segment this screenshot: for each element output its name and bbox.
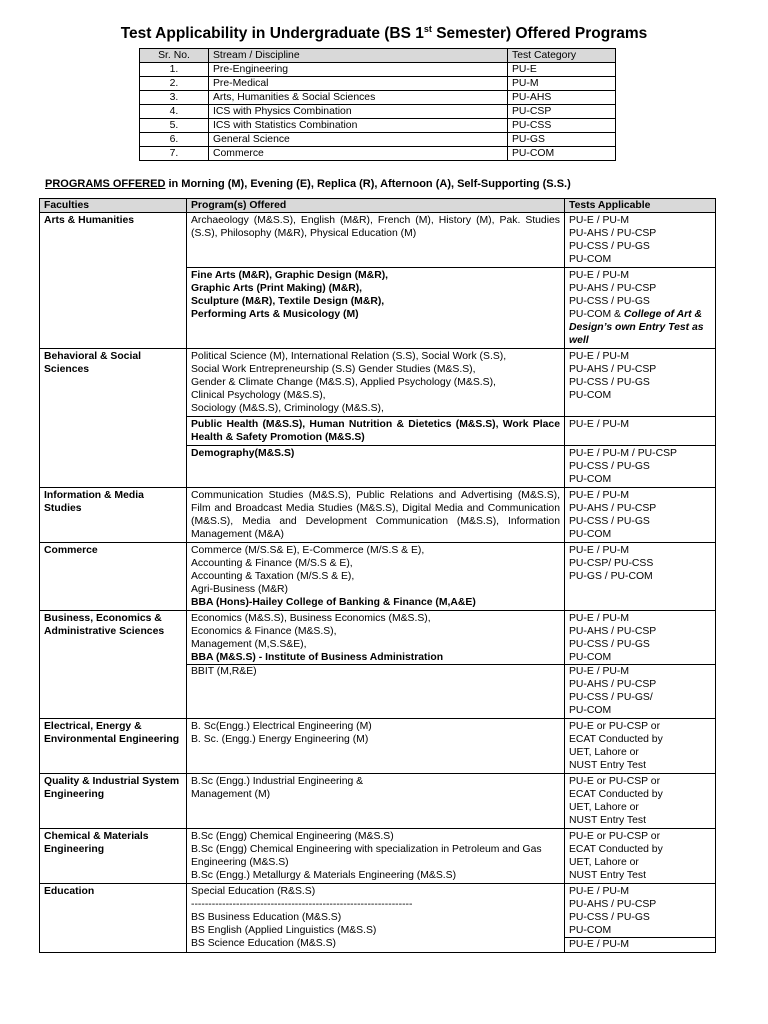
tests-line: PU-COM [569,390,612,401]
programs-cell [187,213,565,268]
programs-text: Demography(M&S.S) [191,448,295,459]
programs-line: Economics (M&S.S), Business Economics (M&S.S), [191,613,431,624]
programs-cell [187,611,565,719]
tests-cell [565,349,716,417]
tests-line: PU-E / PU-M [569,215,630,226]
tests-line: PU-E or PU-CSP or [569,776,661,787]
table-header-row [140,49,616,63]
programs-line: B. Sc. (Engg.) Energy Engineering (M) [191,734,369,745]
header-faculties: Faculties [40,199,187,213]
tests-cell [565,446,716,488]
table-row [140,147,616,161]
tests-line [569,308,711,347]
tests-line: PU-COM [569,705,612,716]
tests-line: PU-CSS / PU-GS [569,296,650,307]
title-rest: Semester) Offered Programs [431,25,648,43]
sr-no-cell: 2. [140,77,209,91]
tests-line: NUST Entry Test [569,815,646,826]
stream-cell: Commerce [209,147,508,161]
programs-line: ---------------------------------------------------------------- [191,899,413,910]
programs-table [39,198,716,953]
programs-cell [187,774,565,829]
title-main: Test Applicability in Undergraduate (BS 1 [120,25,424,43]
table-row [40,774,716,829]
tests-line: PU-COM [569,474,612,485]
programs-bold-line: BBA (M&S.S) - Institute of Business Administration [191,652,444,663]
programs-line: BBIT (M,R&E) [191,666,257,677]
table-row [40,719,716,774]
tests-line: PU-E / PU-M / PU-CSP [569,448,677,459]
tests-line: NUST Entry Test [569,760,646,771]
programs-cell [187,543,565,611]
table-row [140,119,616,133]
tests-line: PU-CSS / PU-GS [569,377,650,388]
test-category-cell: PU-M [508,77,616,91]
tests-cell [565,611,716,719]
tests-line: PU-E / PU-M [569,886,630,897]
stream-cell: General Science [209,133,508,147]
programs-line: BS English (Applied Linguistics (M&S.S) [191,925,377,936]
tests-line: PU-E / PU-M [569,545,630,556]
tests-line: PU-CSP/ PU-CSS [569,558,654,569]
tests-line: ECAT Conducted by [569,734,663,745]
faculty-cell: Education [40,884,187,953]
table-header-row [40,199,716,213]
sr-no-cell: 1. [140,63,209,77]
sr-no-cell: 4. [140,105,209,119]
programs-line: B.Sc (Engg.) Metallurgy & Materials Engineering (M&S.S) [191,870,457,881]
table-row [140,63,616,77]
table-row [40,349,716,417]
programs-line: Political Science (M), International Relation (S.S), Social Work (S.S), [191,351,507,362]
programs-line: Commerce (M/S.S& E), E-Commerce (M/S.S & E), [191,545,425,556]
tests-line: PU-COM [569,652,612,663]
tests-line: PU-E / PU-M [569,613,630,624]
programs-line: Accounting & Taxation (M/S.S & E), [191,571,355,582]
tests-line: PU-AHS / PU-CSP [569,503,657,514]
programs-line: BS Science Education (M&S.S) [191,938,336,949]
stream-cell: Pre-Medical [209,77,508,91]
tests-line: PU-E / PU-M [569,270,630,281]
programs-line: Special Education (R&S.S) [191,886,316,897]
faculty-cell: Information & Media Studies [40,488,187,543]
table-row [40,829,716,884]
tests-line: PU-AHS / PU-CSP [569,626,657,637]
programs-cell [187,829,565,884]
header-stream: Stream / Discipline [209,49,508,63]
stream-cell: Arts, Humanities & Social Sciences [209,91,508,105]
faculty-cell: Business, Economics & Administrative Sciences [40,611,187,719]
header-tests: Tests Applicable [565,199,716,213]
tests-cell [565,268,716,349]
header-programs: Program(s) Offered [187,199,565,213]
tests-line: PU-COM [569,254,612,265]
table-row [40,488,716,543]
programs-line: B.Sc (Engg) Chemical Engineering with specialization in Petroleum and Gas Engineering (M&S.S) [191,844,542,868]
tests-line: PU-AHS / PU-CSP [569,228,657,239]
programs-cell [187,349,565,417]
programs-line: B.Sc (Engg.) Industrial Engineering & [191,776,364,787]
table-row [140,91,616,105]
programs-line: Performing Arts & Musicology (M) [191,309,359,320]
test-category-cell: PU-E [508,63,616,77]
tests-line: PU-CSS / PU-GS [569,912,650,923]
programs-text: Communication Studies (M&S.S), Public Relations and Advertising (M&S.S), Film and Broadcast Media Studies (M&S.S), Digital Media and Communication (M&S.S), Media and Development Communication (M&S.S), Information Management (M&A) [191,490,560,540]
title-sup: st [423,24,432,34]
tests-tail-bold: College of Art & Design’s own Entry Test as well [569,309,704,346]
programs-line: Sociology (M&S.S), Criminology (M&S.S), [191,403,384,414]
tests-line: ECAT Conducted by [569,844,663,855]
tests-line: PU-E or PU-CSP or [569,721,661,732]
programs-line: Social Work Entrepreneurship (S.S) Gender Studies (M&S.S), [191,364,476,375]
programs-line: Graphic Arts (Print Making) (M&R), [191,283,363,294]
programs-cell [187,884,565,953]
tests-line: PU-COM [569,925,612,936]
tests-cell [565,884,716,953]
programs-cell [187,488,565,543]
tests-line: PU-E / PU-M [569,666,630,677]
tests-cell [565,829,716,884]
tests-line: PU-E / PU-M [569,490,630,501]
tests-cell [565,774,716,829]
page-title [0,24,768,43]
table-row [40,543,716,611]
tests-line: UET, Lahore or [569,857,639,868]
test-category-table [139,48,616,161]
header-test-category: Test Category [508,49,616,63]
test-category-cell: PU-CSP [508,105,616,119]
tests-line: PU-E or PU-CSP or [569,831,661,842]
test-category-cell: PU-AHS [508,91,616,105]
programs-heading-underlined: PROGRAMS OFFERED [45,178,166,190]
tests-line: PU-E / PU-M [569,351,630,362]
tests-line: UET, Lahore or [569,747,639,758]
table-row [40,213,716,268]
test-category-cell: PU-GS [508,133,616,147]
programs-heading-rest: in Morning (M), Evening (E), Replica (R), Afternoon (A), Self-Supporting (S.S.) [165,178,571,190]
tests-cell [565,417,716,446]
programs-heading [45,178,571,190]
sr-no-cell: 5. [140,119,209,133]
programs-cell [187,268,565,349]
test-category-cell: PU-CSS [508,119,616,133]
tests-line: PU-CSS / PU-GS [569,241,650,252]
header-sr-no: Sr. No. [140,49,209,63]
stream-cell: ICS with Physics Combination [209,105,508,119]
programs-text: Public Health (M&S.S), Human Nutrition & Dietetics (M&S.S), Work Place Health & Safety Promotion (M&S.S) [191,419,560,443]
tests-line: PU-AHS / PU-CSP [569,364,657,375]
sr-no-cell: 7. [140,147,209,161]
tests-line: PU-CSS / PU-GS/ [569,692,653,703]
faculty-cell: Commerce [40,543,187,611]
table-row [140,133,616,147]
programs-line: BS Business Education (M&S.S) [191,912,342,923]
programs-cell [187,446,565,488]
tests-line: PU-COM [569,529,612,540]
sr-no-cell: 6. [140,133,209,147]
tests-line: PU-GS / PU-COM [569,571,653,582]
stream-cell: Pre-Engineering [209,63,508,77]
programs-bold-line: BBA (Hons)-Hailey College of Banking & Finance (M,A&E) [191,597,476,608]
programs-line: Clinical Psychology (M&S.S), [191,390,326,401]
tests-cell [565,543,716,611]
faculty-cell: Behavioral & Social Sciences [40,349,187,488]
tests-line: ECAT Conducted by [569,789,663,800]
faculty-cell: Quality & Industrial System Engineering [40,774,187,829]
tests-line: PU-AHS / PU-CSP [569,679,657,690]
tests-line: PU-CSS / PU-GS [569,516,650,527]
stream-cell: ICS with Statistics Combination [209,119,508,133]
tests-line: PU-CSS / PU-GS [569,639,650,650]
faculty-cell: Electrical, Energy & Environmental Engineering [40,719,187,774]
faculty-cell: Arts & Humanities [40,213,187,349]
programs-line: Sculpture (M&R), Textile Design (M&R), [191,296,385,307]
tests-cell [565,213,716,268]
tests-line: PU-E / PU-M [569,939,630,950]
programs-line: B.Sc (Engg) Chemical Engineering (M&S.S) [191,831,394,842]
tests-tail-normal: PU-COM & [569,309,624,320]
tests-line: PU-E / PU-M [569,419,630,430]
programs-text: Archaeology (M&S.S), English (M&R), French (M), History (M), Pak. Studies (S.S), Philosophy (M&R), Physical Education (M) [191,215,560,239]
programs-cell [187,719,565,774]
table-row [40,611,716,719]
faculty-cell: Chemical & Materials Engineering [40,829,187,884]
tests-line: PU-CSS / PU-GS [569,461,650,472]
programs-cell [187,417,565,446]
tests-line: PU-AHS / PU-CSP [569,899,657,910]
programs-line: B. Sc(Engg.) Electrical Engineering (M) [191,721,372,732]
table-row [140,77,616,91]
programs-line: Economics & Finance (M&S.S), [191,626,337,637]
programs-line: Gender & Climate Change (M&S.S), Applied Psychology (M&S.S), [191,377,496,388]
programs-line: Agri-Business (M&R) [191,584,288,595]
table-row [140,105,616,119]
test-category-cell: PU-COM [508,147,616,161]
programs-line: Accounting & Finance (M/S.S & E), [191,558,353,569]
tests-line: UET, Lahore or [569,802,639,813]
tests-cell [565,488,716,543]
table-row [40,884,716,953]
tests-line: PU-AHS / PU-CSP [569,283,657,294]
sr-no-cell: 3. [140,91,209,105]
programs-line: Management (M) [191,789,271,800]
tests-line: NUST Entry Test [569,870,646,881]
tests-cell [565,719,716,774]
programs-line: Management (M,S.S&E), [191,639,307,650]
programs-line: Fine Arts (M&R), Graphic Design (M&R), [191,270,389,281]
